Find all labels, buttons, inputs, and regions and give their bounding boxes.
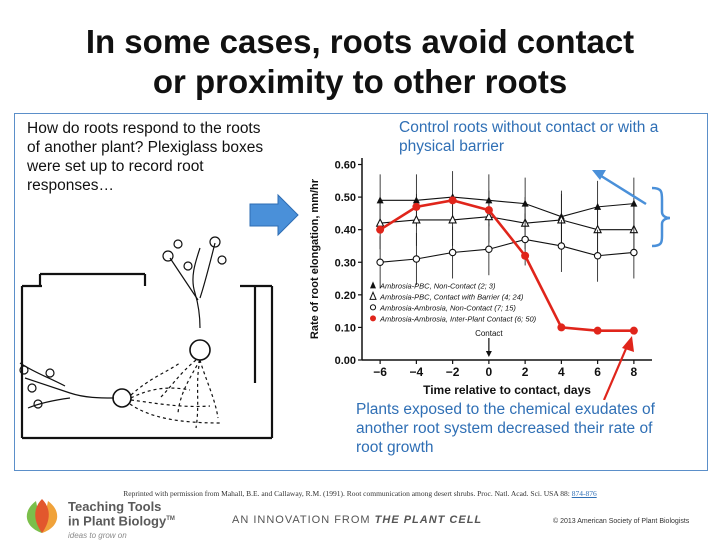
upper-plant [160, 237, 226, 428]
data-point [413, 256, 419, 262]
ttpb-logo-text [68, 500, 175, 542]
slide-title [0, 22, 720, 102]
y-tick-label: 0.00 [334, 355, 356, 367]
logo-line-1: Teaching Tools [68, 499, 162, 514]
data-point [594, 253, 600, 259]
exposed-note: Plants exposed to the chemical exudates of another root system decreased their rate of root growth [356, 401, 655, 456]
x-tick-label: 4 [558, 365, 565, 379]
exposed-arrow-icon [598, 336, 638, 406]
control-arrow-icon [590, 158, 680, 238]
contact-marker [475, 329, 503, 357]
y-tick-label: 0.10 [334, 322, 356, 335]
logo-line-2: in Plant Biology [68, 513, 167, 529]
control-note: Control roots without contact or with a physical barrier [399, 119, 659, 155]
data-point [412, 203, 420, 211]
data-point [594, 327, 602, 335]
data-point [377, 259, 383, 265]
data-point [485, 206, 493, 214]
data-point [558, 243, 564, 249]
data-point [557, 323, 565, 331]
legend-entry: Ambrosia-Ambrosia, Inter-Plant Contact (6; 50) [380, 314, 537, 324]
y-tick-label: 0.20 [334, 289, 356, 302]
plexiglass-box-illustration [10, 238, 310, 463]
x-tick-label: 0 [485, 365, 493, 379]
data-point [630, 327, 638, 335]
copyright: © 2013 American Society of Plant Biologists [553, 518, 690, 525]
innovation-prefix: AN INNOVATION FROM [232, 514, 371, 526]
data-point [449, 196, 457, 204]
x-tick-label: −2 [445, 365, 460, 379]
y-tick-label: 0.30 [334, 257, 356, 270]
y-axis-ticks [335, 160, 362, 367]
right-arrow-icon [248, 194, 300, 236]
chart-legend [370, 281, 537, 323]
contact-label: Contact [475, 329, 503, 338]
innovation-brand: THE PLANT CELL [374, 514, 483, 526]
x-tick-label: 2 [521, 365, 529, 379]
y-axis-label: Rate of root elongation, mm/hr [309, 178, 321, 340]
x-tick-label: −6 [373, 365, 387, 379]
credit-text: Reprinted with permission from Mahall, B.E. and Callaway, R.M. (1991). Root communication among desert shrubs. Proc. Natl. Acad. Sci. USA 88: [123, 489, 570, 498]
x-tick-label: 8 [630, 365, 638, 379]
leaf-logo-icon [16, 497, 68, 537]
x-tick-label: 6 [594, 365, 601, 379]
data-point [486, 246, 492, 252]
x-tick-label: −4 [409, 365, 424, 379]
innovation-banner [232, 514, 482, 526]
credit-line [0, 489, 720, 498]
x-axis-label: Time relative to contact, days [423, 383, 591, 397]
data-point [521, 252, 529, 260]
logo-tm: TM [166, 516, 175, 522]
legend-marker [370, 315, 376, 321]
y-tick-label: 0.40 [334, 224, 356, 237]
intro-text: How do roots respond to the roots of another plant? Plexiglass boxes were set up to record root responses… [27, 120, 264, 194]
lower-plant [20, 363, 220, 423]
y-tick-label: 0.60 [334, 159, 356, 172]
data-point [449, 249, 455, 255]
data-point [376, 226, 384, 234]
credit-link[interactable]: 874-876 [571, 489, 597, 498]
legend-entry: Ambrosia-PBC, Contact with Barrier (4; 24) [380, 292, 524, 302]
contact-arrowhead [486, 351, 492, 357]
legend-entry: Ambrosia-Ambrosia, Non-Contact (7; 15) [380, 303, 516, 313]
logo-tagline: ideas to grow on [68, 531, 127, 541]
slide-title-line-1: In some cases, roots avoid contact [85, 23, 635, 60]
legend-marker [370, 305, 375, 310]
data-point [631, 249, 637, 255]
legend-marker [370, 281, 376, 288]
slide-title-line-2: or proximity to other roots [152, 63, 568, 100]
y-tick-label: 0.50 [334, 192, 356, 205]
legend-entry: Ambrosia-PBC, Non-Contact (2; 3) [380, 281, 496, 291]
legend-marker [370, 292, 376, 299]
data-point [522, 236, 528, 242]
